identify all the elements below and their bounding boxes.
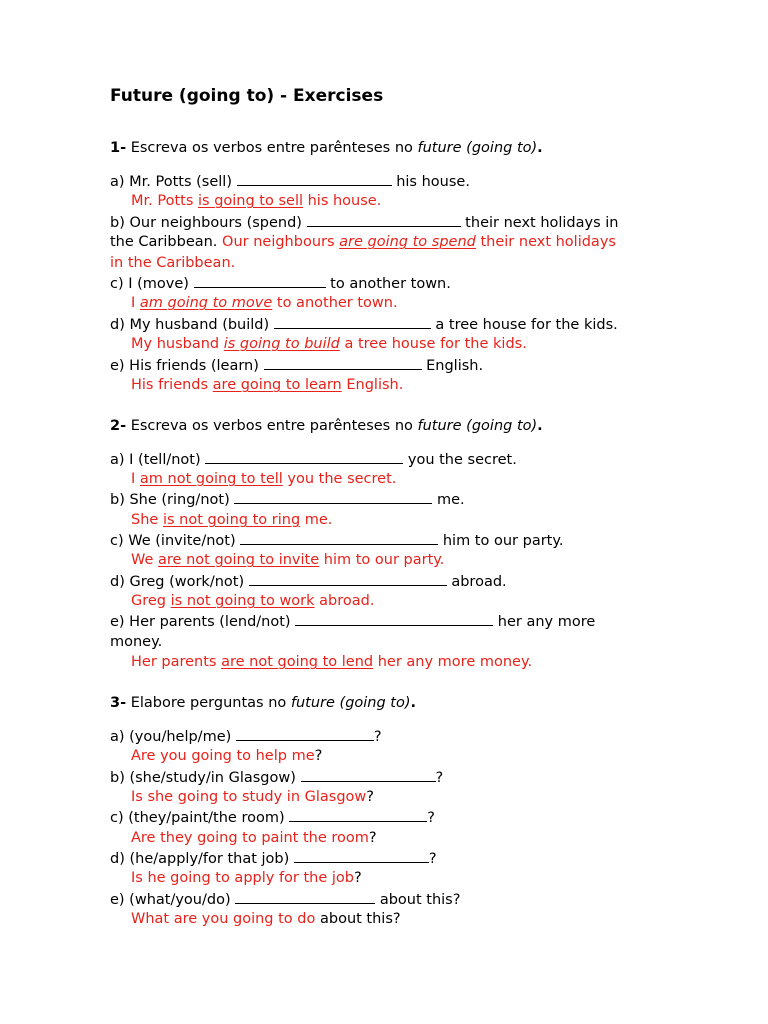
- page-title: Future (going to) - Exercises: [110, 86, 384, 106]
- answer-blank: [274, 315, 431, 329]
- answer-blank: [307, 213, 461, 227]
- answer-text: Is she going to study in Glasgow: [131, 789, 367, 805]
- answer-verb: is going to build: [223, 336, 340, 352]
- answer-text: Mr. Potts: [131, 193, 198, 209]
- question-text: a) I (tell/not): [110, 452, 206, 468]
- answer-verb: are not going to invite: [158, 552, 320, 568]
- answer-3a: [131, 747, 322, 765]
- question-text: d) Greg (work/not): [110, 574, 249, 590]
- answer-text: What are you going to do: [131, 911, 316, 927]
- exercise-3e: [110, 890, 460, 909]
- question-text: c) I (move): [110, 276, 194, 292]
- question-text: his house.: [391, 174, 470, 190]
- answer-verb: are not going to lend: [221, 654, 374, 670]
- exercise-2b: [110, 490, 465, 509]
- section-number: 2-: [110, 418, 127, 434]
- heading-emphasis: future (going to): [290, 695, 411, 711]
- answer-verb: is going to sell: [198, 193, 303, 209]
- answer-text: Are you going to help me: [131, 748, 315, 764]
- section-3-heading: [110, 694, 416, 712]
- answer-blank: [237, 172, 392, 186]
- heading-period: .: [410, 695, 417, 711]
- heading-emphasis: future (going to): [417, 140, 538, 156]
- answer-verb: am going to move: [139, 295, 273, 311]
- answer-blank: [194, 274, 326, 288]
- question-text: English.: [421, 358, 484, 374]
- answer-text: me.: [300, 512, 333, 528]
- question-text: him to our party.: [438, 533, 564, 549]
- answer-text: We: [131, 552, 159, 568]
- exercise-1b-cont: [110, 233, 616, 251]
- section-2-heading: [110, 417, 543, 435]
- exercise-1c: [110, 274, 451, 293]
- exercise-2e-cont: [110, 633, 162, 651]
- answer-verb: are going to spend: [339, 234, 476, 250]
- answer-verb: are going to learn: [212, 377, 342, 393]
- question-mark: ?: [366, 789, 374, 805]
- heading-text: Elabore perguntas no: [126, 695, 291, 711]
- question-text: e) His friends (learn): [110, 358, 264, 374]
- answer-text: I: [131, 471, 140, 487]
- heading-text: Escreva os verbos entre parênteses no: [126, 140, 418, 156]
- answer-1a: [131, 192, 381, 210]
- section-1-heading: [110, 139, 543, 157]
- question-text: d) My husband (build): [110, 317, 274, 333]
- answer-2e: [131, 653, 532, 671]
- section-number: 1-: [110, 140, 127, 156]
- answer-blank: [205, 450, 403, 464]
- answer-text: her any more money.: [373, 654, 533, 670]
- answer-3d: [131, 869, 362, 887]
- exercise-2e: [110, 612, 595, 631]
- answer-text: English.: [341, 377, 404, 393]
- answer-blank: [295, 612, 493, 626]
- answer-text: in the Caribbean.: [110, 255, 236, 271]
- answer-text: you the secret.: [282, 471, 397, 487]
- heading-emphasis: future (going to): [417, 418, 538, 434]
- question-text: a) Mr. Potts (sell): [110, 174, 237, 190]
- question-text: money.: [110, 634, 163, 650]
- answer-text: I: [131, 295, 140, 311]
- exercise-3d: [110, 849, 437, 868]
- answer-verb: is not going to work: [170, 593, 315, 609]
- answer-2d: [131, 592, 374, 610]
- exercise-2a: [110, 450, 517, 469]
- answer-text: him to our party.: [319, 552, 445, 568]
- answer-1e: [131, 376, 403, 394]
- answer-2a: [131, 470, 396, 488]
- answer-text: Is he going to apply for the job: [131, 870, 355, 886]
- answer-text: to another town.: [272, 295, 398, 311]
- question-text: me.: [432, 492, 465, 508]
- question-text: the Caribbean.: [110, 234, 223, 250]
- answer-text: Our neighbours: [222, 234, 340, 250]
- answer-blank: [249, 572, 447, 586]
- answer-verb: is not going to ring: [162, 512, 301, 528]
- question-text: her any more: [493, 614, 596, 630]
- question-text: about this?: [375, 892, 461, 908]
- answer-blank: [264, 356, 422, 370]
- heading-period: .: [537, 418, 543, 434]
- question-text: ?: [373, 729, 382, 745]
- exercise-3b: [110, 768, 443, 787]
- answer-text: Are they going to paint the room: [131, 830, 369, 846]
- question-text: c) We (invite/not): [110, 533, 241, 549]
- question-text: e) Her parents (lend/not): [110, 614, 296, 630]
- exercise-3c: [110, 808, 435, 827]
- answer-blank: [289, 808, 427, 822]
- answer-text: a tree house for the kids.: [339, 336, 527, 352]
- exercise-2d: [110, 572, 507, 591]
- answer-3c: [131, 829, 377, 847]
- exercise-2c: [110, 531, 563, 550]
- answer-blank: [294, 849, 429, 863]
- answer-text: She: [131, 512, 163, 528]
- question-text: ?: [427, 810, 435, 826]
- answer-text: My husband: [131, 336, 224, 352]
- question-text: you the secret.: [403, 452, 517, 468]
- question-text: d) (he/apply/for that job): [110, 851, 294, 867]
- answer-1c: [131, 294, 398, 312]
- question-text: their next holidays in: [460, 215, 619, 231]
- exercise-1d: [110, 315, 618, 334]
- answer-blank: [235, 890, 375, 904]
- question-text: b) (she/study/in Glasgow): [110, 770, 301, 786]
- answer-text: his house.: [303, 193, 382, 209]
- answer-text: their next holidays: [475, 234, 616, 250]
- answer-2b: [131, 511, 332, 529]
- question-text: c) (they/paint/the room): [110, 810, 290, 826]
- section-number: 3-: [110, 695, 127, 711]
- question-mark: ?: [314, 748, 323, 764]
- question-text: b) She (ring/not): [110, 492, 235, 508]
- answer-text: Greg: [131, 593, 171, 609]
- answer-blank: [240, 531, 438, 545]
- exercise-3a: [110, 727, 382, 746]
- answer-3e: [131, 910, 401, 928]
- question-text: to another town.: [325, 276, 451, 292]
- answer-1b-cont: [110, 254, 235, 272]
- heading-period: .: [537, 140, 543, 156]
- question-text: ?: [435, 770, 444, 786]
- exercise-1a: [110, 172, 470, 191]
- answer-2c: [131, 551, 444, 569]
- question-text: abroad.: [446, 574, 507, 590]
- question-text: e) (what/you/do): [110, 892, 236, 908]
- question-text: ?: [428, 851, 437, 867]
- question-mark: ?: [368, 830, 377, 846]
- exercise-1b: [110, 213, 619, 232]
- answer-text: abroad.: [314, 593, 375, 609]
- answer-text-tail: about this?: [315, 911, 401, 927]
- answer-3b: [131, 788, 374, 806]
- question-text: b) Our neighbours (spend): [110, 215, 307, 231]
- heading-text: Escreva os verbos entre parênteses no: [126, 418, 418, 434]
- exercise-1e: [110, 356, 483, 375]
- answer-text: His friends: [131, 377, 213, 393]
- question-mark: ?: [354, 870, 362, 886]
- answer-blank: [236, 727, 374, 741]
- answer-blank: [234, 490, 432, 504]
- answer-text: Her parents: [131, 654, 222, 670]
- answer-verb: am not going to tell: [139, 471, 283, 487]
- answer-blank: [301, 768, 436, 782]
- answer-1d: [131, 335, 527, 353]
- question-text: a) (you/help/me): [110, 729, 236, 745]
- question-text: a tree house for the kids.: [430, 317, 618, 333]
